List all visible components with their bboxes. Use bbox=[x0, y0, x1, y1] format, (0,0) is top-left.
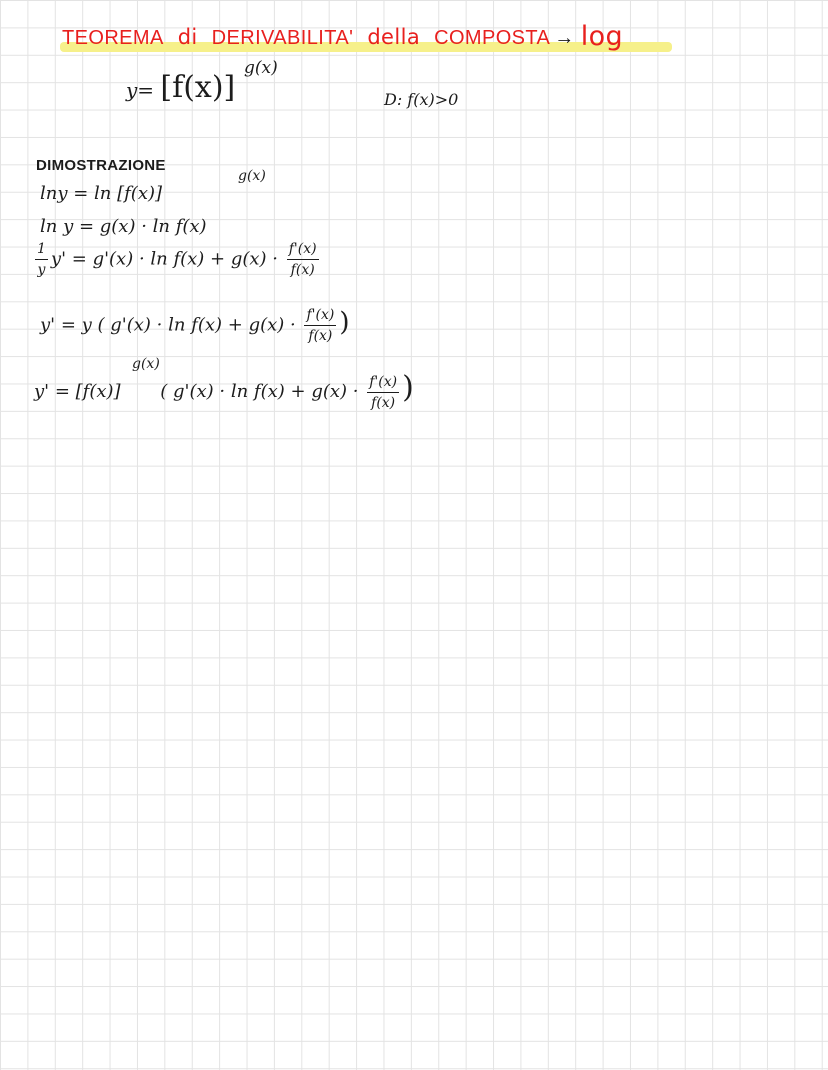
proof-line-3 bbox=[32, 240, 322, 279]
fraction-denominator: f(x) bbox=[287, 259, 319, 279]
formula-lhs: y= bbox=[126, 78, 155, 102]
title-word-di: di bbox=[177, 25, 198, 49]
proof-line-4-body: y' = y ( g'(x) · ln f(x) + g(x) · bbox=[40, 314, 296, 336]
proof-line-2: ln y = g(x) · ln f(x) bbox=[40, 216, 207, 237]
page-title bbox=[62, 20, 623, 51]
fraction-derivative bbox=[287, 240, 319, 279]
proof-line-3-body: y' = g'(x) · ln f(x) + g(x) · bbox=[50, 248, 279, 270]
fraction-derivative bbox=[367, 373, 399, 412]
fraction-denominator: f(x) bbox=[304, 325, 336, 345]
domain-condition: D: f(x)>0 bbox=[384, 90, 459, 109]
proof-line-5-lhs: y' = [f(x)] bbox=[34, 381, 121, 402]
fraction-numerator: f'(x) bbox=[369, 373, 398, 390]
fraction-derivative bbox=[304, 306, 336, 345]
closing-paren: ) bbox=[339, 307, 350, 338]
title-word-della: della bbox=[367, 25, 421, 49]
fraction-numerator: 1 bbox=[37, 241, 46, 257]
fraction-denominator: f(x) bbox=[367, 392, 399, 412]
title-word-log: log bbox=[580, 21, 624, 52]
proof-line-4 bbox=[40, 306, 349, 345]
proof-line-1: lny = ln [f(x)] bbox=[40, 183, 163, 204]
closing-paren: ) bbox=[402, 370, 414, 405]
title-word-composta: COMPOSTA bbox=[434, 27, 551, 49]
formula-exponent: g(x) bbox=[244, 58, 278, 78]
proof-line-5-exponent: g(x) bbox=[132, 356, 160, 372]
fraction-numerator: f'(x) bbox=[288, 241, 317, 257]
arrow-right-icon: → bbox=[554, 27, 575, 49]
fraction-one-over-y bbox=[35, 240, 48, 279]
proof-line-5 bbox=[34, 370, 414, 412]
title-word-derivabilita: DERIVABILITA' bbox=[211, 27, 354, 49]
proof-line-5-body: ( g'(x) · ln f(x) + g(x) · bbox=[160, 381, 359, 402]
main-formula bbox=[126, 70, 235, 105]
formula-base: [f(x)] bbox=[160, 70, 236, 105]
fraction-denominator: y bbox=[35, 259, 48, 279]
proof-heading: DIMOSTRAZIONE bbox=[36, 157, 166, 174]
title-word-teorema: TEOREMA bbox=[62, 27, 164, 49]
fraction-numerator: f'(x) bbox=[306, 307, 335, 323]
proof-line-1-exponent: g(x) bbox=[238, 168, 266, 184]
